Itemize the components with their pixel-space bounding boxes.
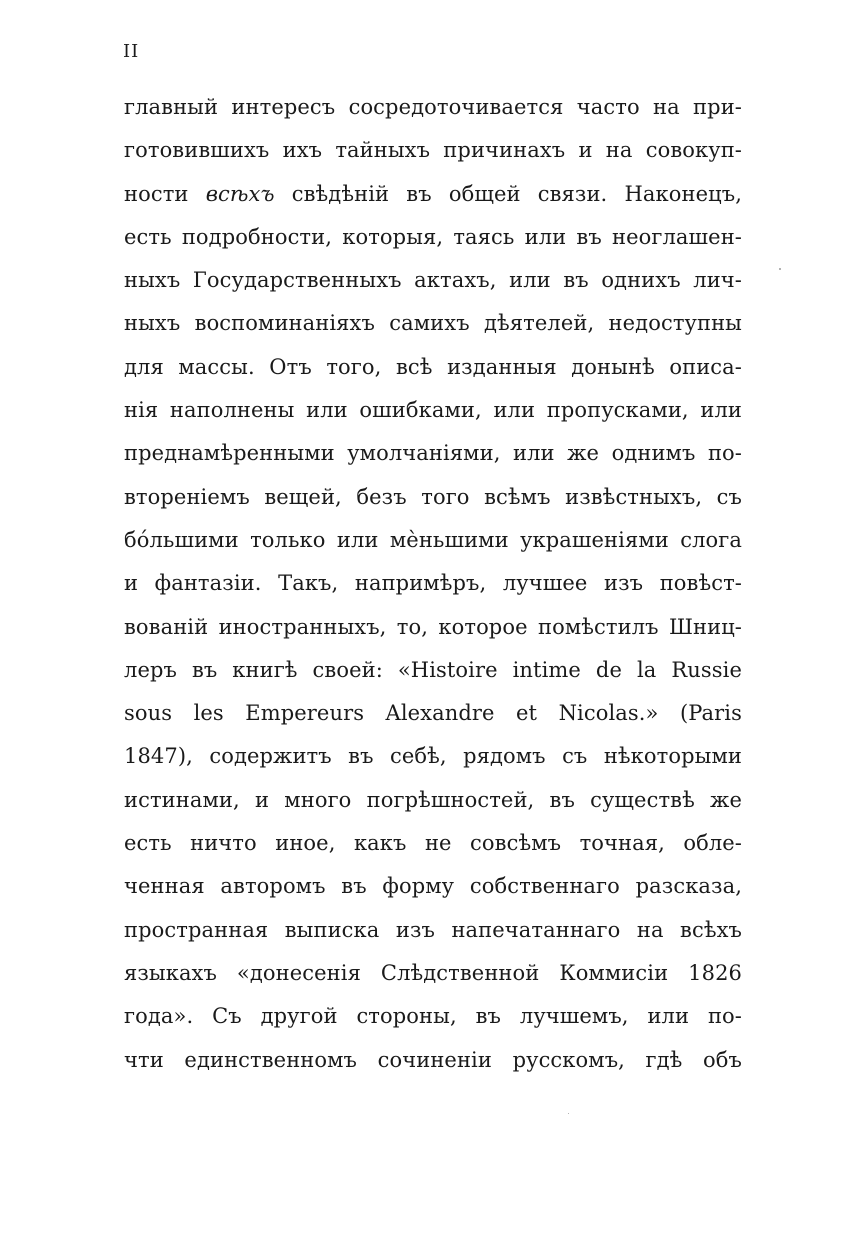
print-speck	[568, 1113, 569, 1114]
text-line	[124, 173, 742, 216]
text-line: истинами, и много погрѣшностей, въ существѣ же	[124, 787, 742, 812]
text-line: ныхъ воспоминаніяхъ самихъ дѣятелей, недоступны	[124, 311, 742, 336]
text-line: преднамѣренными умолчаніями, или же однимъ по-	[124, 441, 742, 466]
text-line: пространная выписка изъ напечатаннаго на всѣхъ	[124, 917, 742, 942]
text-line-end: свѣдѣній въ общей связи. Наконецъ,	[291, 181, 742, 206]
text-line: леръ въ книгѣ своей: «Histoire intime de la Russie	[124, 657, 742, 682]
text-line-start: ности	[124, 181, 189, 206]
text-line: 1847), содержитъ въ себѣ, рядомъ съ нѣкоторыми	[124, 744, 742, 769]
italic-emphasis: всѣхъ	[205, 181, 275, 206]
text-line: для массы. Отъ того, всѣ изданныя донынѣ описа-	[124, 354, 742, 379]
print-speck	[779, 268, 781, 270]
text-line: года». Съ другой стороны, въ лучшемъ, или по-	[124, 1004, 742, 1029]
text-line: языкахъ «донесенія Слѣдственной Коммисіи 1826	[124, 960, 742, 985]
page-number: II	[123, 41, 140, 62]
text-line: готовившихъ ихъ тайныхъ причинахъ и на совокуп-	[124, 138, 742, 163]
text-line: есть ничто иное, какъ не совсѣмъ точная, обле-	[124, 831, 742, 856]
text-line: есть подробности, которыя, таясь или въ неоглашен-	[124, 224, 742, 249]
body-text	[124, 86, 742, 1082]
text-line: бо́льшими только или мѐньшими украшеніями слога	[124, 527, 742, 552]
text-line: нія наполнены или ошибками, или пропусками, или	[124, 398, 742, 423]
text-line: ченная авторомъ въ форму собственнаго разсказа,	[124, 874, 742, 899]
text-line: и фантазіи. Такъ, напримѣръ, лучшее изъ повѣст-	[124, 571, 742, 596]
text-line: sous les Empereurs Alexandre et Nicolas.» (Paris	[124, 701, 742, 726]
text-line: чти единственномъ сочиненіи русскомъ, гдѣ объ	[124, 1047, 742, 1072]
text-line: главный интересъ сосредоточивается часто на при-	[124, 95, 742, 119]
text-line: ныхъ Государственныхъ актахъ, или въ однихъ лич-	[124, 268, 742, 293]
text-line: втореніемъ вещей, безъ того всѣмъ извѣстныхъ, съ	[124, 484, 742, 509]
text-line: вованій иностранныхъ, то, которое помѣстилъ Шниц-	[124, 614, 742, 639]
